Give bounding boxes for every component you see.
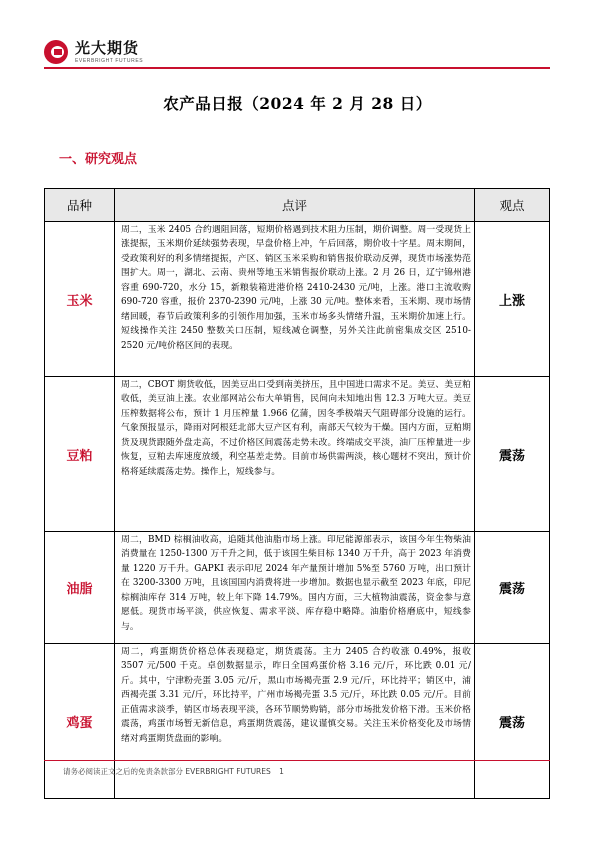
page-number: 1 <box>279 767 284 776</box>
header-divider <box>44 67 550 69</box>
comment-cell: 周二，鸡蛋期货价格总体表现稳定，期货震荡。主力 2405 合约收涨 0.49%，报收 3507 元/500 千克。卓创数据显示，昨日全国鸡蛋价格 3.16 元/斤，环比跌 0.01 元/斤。其中，宁津粉壳蛋 3.05 元/斤，黑山市场褐壳蛋 2.9 元/斤，环比持平；销区中，浦西褐壳蛋 3.31 元/斤，环比持平，广州市场褐壳蛋 3.5 元/斤，环比跌 0.05 元/斤。目前正值需求淡季，销区市场表现平淡，各环节顺势购销，部分市场批发价格下滑。玉米价格震荡，鸡蛋市场暂无新信息，鸡蛋期货震荡，建议谨慎交易。关注玉米价格变化及市场情绪对鸡蛋期货盘面的影响。 <box>115 644 475 799</box>
view-cell: 震荡 <box>475 644 550 799</box>
logo-name-en: EVERBRIGHT FUTURES <box>75 58 144 64</box>
research-table <box>44 188 550 799</box>
company-logo <box>44 40 143 66</box>
variety-cell: 油脂 <box>45 532 115 644</box>
table-row <box>45 377 550 532</box>
table-row <box>45 222 550 377</box>
section-heading: 一、研究观点 <box>59 152 138 167</box>
logo-name-cn: 光大期货 <box>75 39 140 57</box>
variety-cell: 豆粕 <box>45 377 115 532</box>
header-variety: 品种 <box>45 189 115 222</box>
table-row <box>45 532 550 644</box>
footer-divider <box>44 760 550 761</box>
variety-cell: 玉米 <box>45 222 115 377</box>
view-cell: 震荡 <box>475 377 550 532</box>
footer-disclaimer: 请务必阅读正文之后的免责条款部分 EVERBRIGHT FUTURES <box>63 767 271 776</box>
view-cell: 震荡 <box>475 532 550 644</box>
page-title: 农产品日报（2024 年 2 月 28 日） <box>163 94 432 113</box>
comment-cell: 周二，玉米 2405 合约遇阻回落，短期价格遇到技术阻力压制，期价调整。周一受现货上涨提振，玉米期价延续强势表现，早盘价格上冲，午后回落，期价收十字星。周末期间，受政策利好的利多情绪提振，产区、销区玉米采购和销售报价联动反弹，现货市场涨势范围扩大。周一，湖北、云南、贵州等地玉米销售报价联动上涨。2 月 26 日，辽宁锦州港容重 690-720，水分 15，新粮装箱进港价格 2410-2430 元/吨，上涨。港口主流收购 690-720 容重，报价 2370-2390 元/吨，上涨 30 元/吨。整体来看，玉米期、现市场情绪回暖，春节后政策利多的引领作用加强，玉米市场多头情绪升温，玉米期价加速上行。短线操作关注 2450 整数关口压制，短线减仓调整，另外关注此前密集成交区 2510-2520 元/吨价格区间的表现。 <box>115 222 475 377</box>
variety-cell: 鸡蛋 <box>45 644 115 799</box>
table-header-row <box>45 189 550 222</box>
logo-emblem-icon <box>44 40 70 66</box>
comment-cell: 周二，CBOT 期货收低，因美豆出口受到南美挤压，且中国进口需求不足。美豆、美豆粕收低，美豆油上涨。农业部网站公布大单销售，民间向未知地出售 12.3 万吨大豆。美豆压榨数据将公布，预计 1 月压榨量 1.966 亿蒲，因冬季极端天气阻碍部分设施的运行。气象预报显示，降雨对阿根廷北部大豆产区有利，南部天气较为干燥。国内方面，豆粕期货及现货跟随外盘走高，不过价格区间震荡走势未改。终端成交平淡，油厂压榨量进一步恢复，豆粕去库速度放缓，利空基差走势。目前市场供需两淡，核心题材不突出，预计价格将延续震荡走势。操作上，短线参与。 <box>115 377 475 532</box>
header-comment: 点评 <box>115 189 475 222</box>
footer <box>63 766 284 777</box>
comment-cell: 周二，BMD 棕榈油收高，追随其他油脂市场上涨。印尼能源部表示，该国今年生物柴油消费量在 1250-1300 万千升之间，低于该国生柴目标 1340 万千升，高于 2023 年消费量 1220 万千升。GAPKI 表示印尼 2024 年产量预计增加 5%至 5760 万吨，出口预计在 3200-3300 万吨，且该国国内消费将进一步增加。数据也显示截至 2023 年底，印尼棕榈油库存 314 万吨，较上年下降 14.79%。国内方面，三大植物油震荡，资金参与意愿低。现货市场平淡，供应恢复、需求平淡、库存稳中略降。油脂价格磨底中，短线参与。 <box>115 532 475 644</box>
view-cell: 上涨 <box>475 222 550 377</box>
header-view: 观点 <box>475 189 550 222</box>
